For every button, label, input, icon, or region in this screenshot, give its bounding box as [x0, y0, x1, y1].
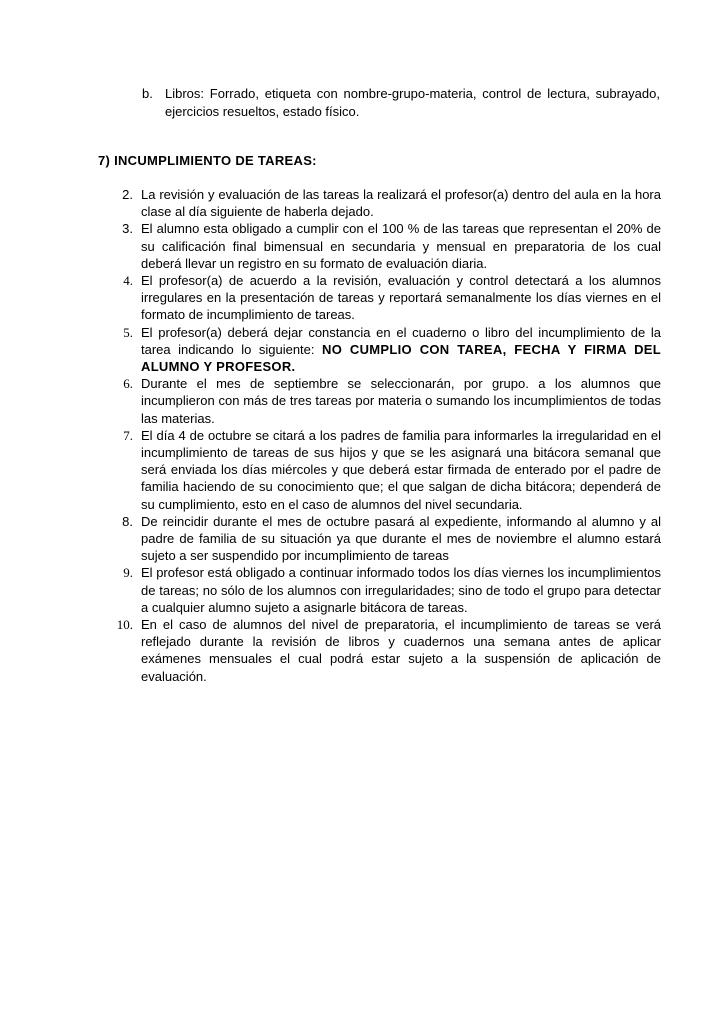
list-item-text: El profesor(a) deberá dejar constancia en el cuaderno o libro del incumplimiento de la tarea indicando lo siguiente: — [141, 324, 661, 357]
list-item-bold-text: NO CUMPLIO CON TAREA, FECHA Y FIRMA DEL ALUMNO Y PROFESOR. — [141, 341, 662, 375]
list-marker: b. — [142, 86, 153, 101]
list-item — [101, 186, 661, 220]
list-number: 9. — [123, 565, 133, 581]
list-item — [101, 272, 661, 324]
list-item-text: Durante el mes de septiembre se seleccionarán, por grupo. a los alumnos que incumplieron con más de tres tareas por materia o sumando los incumplimientos de todas las materias. — [141, 376, 661, 426]
list-number: 8. — [122, 513, 133, 529]
list-number: 3. — [122, 221, 133, 237]
list-item-text: El alumno esta obligado a cumplir con el 100 % de las tareas que representan el 20% de su calificación final bimensual en secundaria y mensual en preparatoria de los cual deberá llevar un registro en su formato de evaluación diaria. — [141, 221, 661, 271]
list-item — [101, 375, 661, 427]
list-item-text: De reincidir durante el mes de octubre pasará al expediente, informando al alumno y al padre de familia de su situación ya que durante el mes de noviembre el alumno estará sujeto a ser suspendido por incumplimiento de tareas — [141, 513, 661, 564]
section-heading: 7) INCUMPLIMIENTO DE TAREAS: — [98, 153, 317, 168]
list-item-text: El profesor(a) de acuerdo a la revisión, evaluación y control detectará a los alumnos irregulares en la presentación de tareas y reportará semanalmente los días viernes en el formato de incumplimiento de tareas. — [141, 273, 661, 323]
list-number: 2. — [122, 187, 133, 202]
list-item-text: La revisión y evaluación de las tareas la realizará el profesor(a) dentro del aula en la hora clase al día siguiente de haberla dejado. — [141, 187, 661, 220]
list-item — [101, 427, 661, 513]
list-item-text: El día 4 de octubre se citará a los padres de familia para informarles la irregularidad en el incumplimiento de tareas de sus hijos y que se les asignará una bitácora semanal que será enviada los días miércoles y que deberá estar firmada de enterado por el padre de familia haciendo de su conocimiento que; el que salgan de dicha bitácora; dependerá de su cumplimiento, esto en el caso de alumnos del nivel secundaria. — [141, 427, 661, 512]
list-number: 5. — [123, 324, 133, 340]
list-item — [101, 220, 661, 272]
requirements-list — [101, 186, 661, 685]
list-number: 7. — [123, 427, 133, 443]
list-number: 10. — [116, 617, 133, 633]
list-item — [101, 324, 661, 376]
list-item-text: El profesor está obligado a continuar informado todos los días viernes los incumplimientos de tareas; no sólo de los alumnos con irregularidades; sino de todo el grupo para detectar a cualquier alumno sujeto a asignarle bitácora de tareas. — [141, 565, 661, 615]
list-item — [101, 564, 661, 616]
list-item-b — [142, 85, 660, 120]
list-number: 6. — [123, 376, 133, 392]
list-item-text: Libros: Forrado, etiqueta con nombre-grupo-materia, control de lectura, subrayado, ejercicios resueltos, estado físico. — [165, 86, 660, 119]
list-item — [101, 616, 661, 685]
list-number: 4. — [123, 273, 133, 289]
list-item-text: En el caso de alumnos del nivel de preparatoria, el incumplimiento de tareas se verá reflejado durante la revisión de libros y cuadernos una semana antes de aplicar exámenes mensuales el cual podrá estar sujeto a la suspensión de aplicación de evaluación. — [141, 617, 661, 684]
list-item — [101, 513, 661, 565]
